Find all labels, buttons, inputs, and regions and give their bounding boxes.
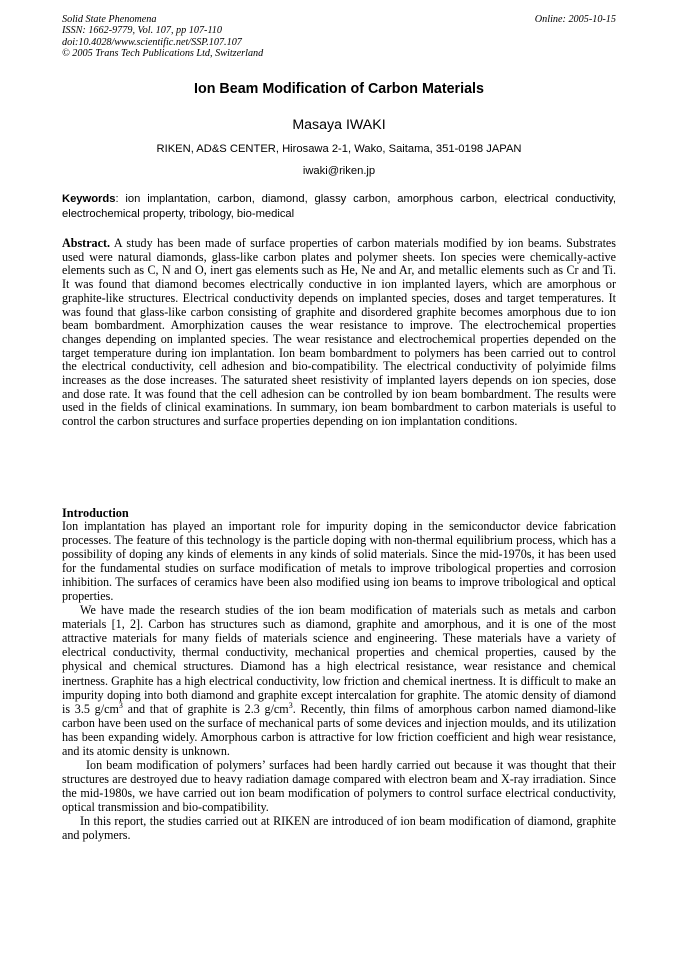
issn-line: ISSN: 1662-9779, Vol. 107, pp 107-110 bbox=[62, 25, 222, 37]
intro-p2-part-c: . Recently, thin films of amorphous carbon named diamond-like carbon have been used on the surface of mechanical parts of some devices and injection moulds, and its utilization has been expanding widely. Amorphous carbon is attractive for low friction coefficient and high wear resistance, and its atomic density is unknown. bbox=[62, 701, 616, 758]
author-name: Masaya IWAKI bbox=[292, 117, 386, 133]
keywords-text: : ion implantation, carbon, diamond, glassy carbon, amorphous carbon, electrical conductivity, electrochemical property, tribology, bio-medical bbox=[62, 193, 616, 221]
author-email: iwaki@riken.jp bbox=[302, 165, 376, 177]
online-date: Online: 2005-10-15 bbox=[534, 14, 616, 25]
abstract-text: A study has been made of surface properties of carbon materials modified by ion beams. Substrates used were natural diamonds, glass-like carbon plates and polymer sheets. Ion species were chemically-active elements such as C, N and O, inert gas elements such as He, Ne and Ar, and metallic elements such as Cr and Ti. It was found that diamond becomes electrically conductive in ion implanted layers, which are amorphous or graphite-like structures. Electrical conductivity depends on implanted species, doses and target temperatures. It was found that glass-like carbon consisting of graphite and disordered graphite becomes amorphous due to ion beam bombardment. Amorphization causes the wear resistance to improve. The electrochemical properties changes depending on implanted species. The wear resistance and electrochemical properties depended on the target temperature during ion implantation. Ion beam bombardment to polymers has been carried out to control the electrical conductivity, cell adhesion and bio-compatibility. The electrical conductivity of polyimide films increases as the dose increases. The saturated sheet resistivity of implanted layers depends on ion species, dose and dose rate. It was found that the cell adhesion can be controlled by ion beam bombardment. The results were used in the fields of clinical examinations. In summary, ion beam bombardment to carbon materials is useful to control the carbon structures and surface properties depending on ion implantation conditions. bbox=[62, 236, 616, 429]
introduction-heading: Introduction bbox=[62, 506, 129, 520]
intro-p2-part-a: We have made the research studies of the ion beam modification of materials such as metals and carbon materials [1, 2]. Carbon has structures such as diamond, graphite and amorphous, and it is one of the most attractive materials for many fields of materials science and engineering. These materials have a variety of electrical conductivity, thermal conductivity, mechanical properties and chemical properties, caused by the physical and chemical structures. Diamond has a high electrical resistance, wear resistance and chemical inertness. Graphite has a high electrical conductivity, low friction and chemical inertness. It is difficult to make an impurity doping into both diamond and graphite except intercalation for graphite. The atomic density of diamond is 3.5 g/cm bbox=[62, 603, 616, 716]
journal-name: Solid State Phenomena bbox=[62, 14, 157, 25]
superscript-3-b: 3 bbox=[288, 700, 293, 710]
intro-paragraph-2 bbox=[62, 603, 616, 758]
keywords-label: Keywords bbox=[62, 193, 116, 205]
journal-header bbox=[62, 14, 616, 60]
introduction-body bbox=[62, 519, 616, 842]
copyright-line: © 2005 Trans Tech Publications Ltd, Switzerland bbox=[62, 48, 264, 60]
intro-paragraph-4: In this report, the studies carried out at RIKEN are introduced of ion beam modification of diamond, graphite and polymers. bbox=[62, 813, 616, 843]
keywords-section bbox=[62, 192, 616, 222]
intro-paragraph-1: Ion implantation has played an important role for impurity doping in the semiconductor device fabrication processes. The feature of this technology is the particle doping with non-thermal equilibrium process, which has a possibility of doping any kinds of elements in any kinds of solid materials. Since the mid-1970s, it has been used for the fundamental studies on surface modification of metals to improve tribological properties and corrosion inhibition. The surfaces of ceramics have been also modified using ion beams to improve tribological and optical properties. bbox=[62, 519, 616, 604]
superscript-3-a: 3 bbox=[118, 700, 123, 710]
paper-title: Ion Beam Modification of Carbon Materials bbox=[194, 81, 484, 97]
abstract-label: Abstract. bbox=[62, 236, 111, 250]
intro-paragraph-3: Ion beam modification of polymers’ surfaces had been hardly carried out because it was thought that their structures are destroyed due to heavy radiation damage compared with electron beam and X-ray irradiation. Since the mid-1980s, we have carried out ion beam modification of polymers to control surface electrical conductivity, optical transmission and bio-compatibility. bbox=[62, 757, 616, 814]
abstract-section bbox=[62, 237, 616, 429]
intro-p2-part-b: and that of graphite is 2.3 g/cm bbox=[122, 701, 289, 716]
author-affiliation: RIKEN, AD&S CENTER, Hirosawa 2-1, Wako, Saitama, 351-0198 JAPAN bbox=[156, 143, 522, 155]
doi-line: doi:10.4028/www.scientific.net/SSP.107.107 bbox=[62, 36, 242, 48]
